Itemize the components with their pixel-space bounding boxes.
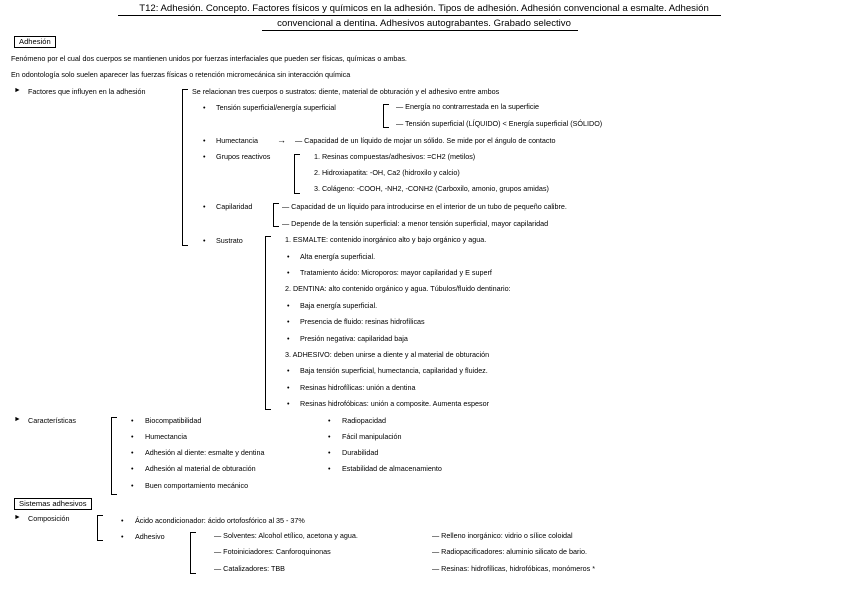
bullet-icon: [328, 449, 331, 456]
bullet-icon: [287, 302, 290, 309]
bullet-icon: [121, 517, 124, 524]
tension-bracket: [383, 104, 389, 128]
bullet-icon: [203, 203, 206, 210]
bullet-icon: [131, 449, 134, 456]
bullet-icon: [203, 153, 206, 160]
composicion-label: Composición: [28, 514, 70, 523]
caracteristica-item: Buen comportamiento mecánico: [145, 481, 249, 490]
sustrato-bracket: [265, 236, 271, 410]
capilaridad-item-b: — Depende de la tensión superficial: a menor tensión superficial, mayor capilaridad: [282, 219, 549, 228]
tension-item-a: — Energía no contrarrestada en la superficie: [396, 102, 540, 111]
adhesivo-component: — Fotoiniciadores: Canforoquinonas: [214, 547, 331, 556]
capilaridad-bracket: [273, 203, 279, 227]
bullet-icon: [203, 104, 206, 111]
bullet-icon: [287, 335, 290, 342]
adhesivo-label: Adhesivo: [135, 532, 165, 541]
factores-label: Factores que influyen en la adhesión: [28, 87, 146, 96]
bullet-icon: [131, 465, 134, 472]
bullet-icon: [131, 482, 134, 489]
adhesivo-component: — Catalizadores: TBB: [214, 564, 285, 573]
adhesivo-component: — Relleno inorgánico: vidrio o sílice coloidal: [432, 531, 573, 540]
adhesivo-component: — Resinas: hidrofílicas, hidrofóbicas, monómeros *: [432, 564, 595, 573]
factores-intro: Se relacionan tres cuerpos o sustratos: diente, material de obturación y el adhesivo entre ambos: [192, 87, 500, 96]
capilaridad-item-a: — Capacidad de un líquido para introducirse en el interior de un tubo de pequeño calibre.: [282, 202, 567, 211]
humectancia-text: — Capacidad de un líquido de mojar un sólido. Se mide por el ángulo de contacto: [295, 136, 556, 145]
tension-item-b: — Tensión superficial (LÍQUIDO) < Energía superficial (SÓLIDO): [396, 119, 603, 128]
sustrato-esmalte: 1. ESMALTE: contenido inorgánico alto y bajo orgánico y agua.: [285, 235, 487, 244]
page-title-line1: T12: Adhesión. Concepto. Factores físicos y químicos en la adhesión. Tipos de adhesión. Adhesión convencional a esmalte. Adhesión: [139, 3, 709, 14]
title-underline-2: [262, 30, 578, 31]
humectancia-label: Humectancia: [216, 136, 258, 145]
bullet-icon: [287, 384, 290, 391]
adhesion-note: En odontología solo suelen aparecer las fuerzas físicas o retención micromecánica sin interacción química: [11, 70, 351, 79]
caracteristica-item: Radiopacidad: [342, 416, 386, 425]
section-heading-sistemas: Sistemas adhesivos: [14, 498, 92, 510]
esmalte-item: Alta energía superficial.: [300, 252, 376, 261]
acido-acondicionador: Ácido acondicionador: ácido ortofosfórico al 35 - 37%: [135, 516, 305, 525]
bullet-icon: [287, 269, 290, 276]
caracteristica-item: Biocompatibilidad: [145, 416, 202, 425]
triangle-bullet-icon: ►: [14, 416, 21, 423]
grupos-item-2: 2. Hidroxiapatita: -OH, Ca2 (hidroxilo y calcio): [314, 168, 460, 177]
factores-bracket: [182, 89, 188, 246]
dentina-item: Baja energía superficial.: [300, 301, 378, 310]
bullet-icon: [328, 465, 331, 472]
caracteristica-item: Fácil manipulación: [342, 432, 402, 441]
bullet-icon: [328, 433, 331, 440]
caracteristica-item: Adhesión al diente: esmalte y dentina: [145, 448, 265, 457]
esmalte-item: Tratamiento ácido: Microporos: mayor capilaridad y E superf: [300, 268, 492, 277]
adhesivo-bracket: [190, 532, 196, 574]
caracteristica-item: Humectancia: [145, 432, 187, 441]
adhesivo-item: Resinas hidrofóbicas: unión a composite. Aumenta espesor: [300, 399, 489, 408]
bullet-icon: [131, 433, 134, 440]
caracteristica-item: Adhesión al material de obturación: [145, 464, 256, 473]
bullet-icon: [121, 533, 124, 540]
adhesion-definition: Fenómeno por el cual dos cuerpos se mantienen unidos por fuerzas interfaciales que pueden ser físicas, químicas o ambas.: [11, 54, 407, 63]
sustrato-dentina: 2. DENTINA: alto contenido orgánico y agua. Túbulos/fluido dentinario:: [285, 284, 511, 293]
bullet-icon: [328, 417, 331, 424]
tension-label: Tensión superficial/energía superficial: [216, 103, 336, 112]
dentina-item: Presencia de fluido: resinas hidrofílicas: [300, 317, 425, 326]
grupos-label: Grupos reactivos: [216, 152, 271, 161]
adhesivo-item: Resinas hidrofílicas: unión a dentina: [300, 383, 416, 392]
bullet-icon: [287, 400, 290, 407]
grupos-bracket: [294, 154, 300, 194]
bullet-icon: [287, 367, 290, 374]
page-title-line2: convencional a dentina. Adhesivos autograbantes. Grabado selectivo: [277, 18, 571, 29]
triangle-bullet-icon: ►: [14, 87, 21, 94]
bullet-icon: [131, 417, 134, 424]
composicion-bracket: [97, 515, 103, 541]
caracteristicas-bracket: [111, 417, 117, 495]
adhesivo-component: — Solventes: Alcohol etílico, acetona y agua.: [214, 531, 358, 540]
grupos-item-3: 3. Colágeno: -COOH, -NH2, -CONH2 (Carboxilo, amonio, grupos amidas): [314, 184, 549, 193]
sustrato-adhesivo: 3. ADHESIVO: deben unirse a diente y al material de obturación: [285, 350, 490, 359]
adhesivo-component: — Radiopacificadores: aluminio silicato de bario.: [432, 547, 588, 556]
grupos-item-1: 1. Resinas compuestas/adhesivos: =CH2 (metilos): [314, 152, 476, 161]
dentina-item: Presión negativa: capilaridad baja: [300, 334, 408, 343]
bullet-icon: [203, 237, 206, 244]
caracteristica-item: Estabilidad de almacenamiento: [342, 464, 442, 473]
caracteristicas-label: Características: [28, 416, 76, 425]
bullet-icon: [287, 253, 290, 260]
bullet-icon: [287, 318, 290, 325]
title-underline-1: [118, 15, 721, 16]
triangle-bullet-icon: ►: [14, 514, 21, 521]
adhesivo-item: Baja tensión superficial, humectancia, capilaridad y fluidez.: [300, 366, 488, 375]
caracteristica-item: Durabilidad: [342, 448, 379, 457]
arrow-right-icon: →: [277, 135, 286, 145]
section-heading-adhesion: Adhesión: [14, 36, 56, 48]
sustrato-label: Sustrato: [216, 236, 243, 245]
capilaridad-label: Capilaridad: [216, 202, 253, 211]
bullet-icon: [203, 137, 206, 144]
